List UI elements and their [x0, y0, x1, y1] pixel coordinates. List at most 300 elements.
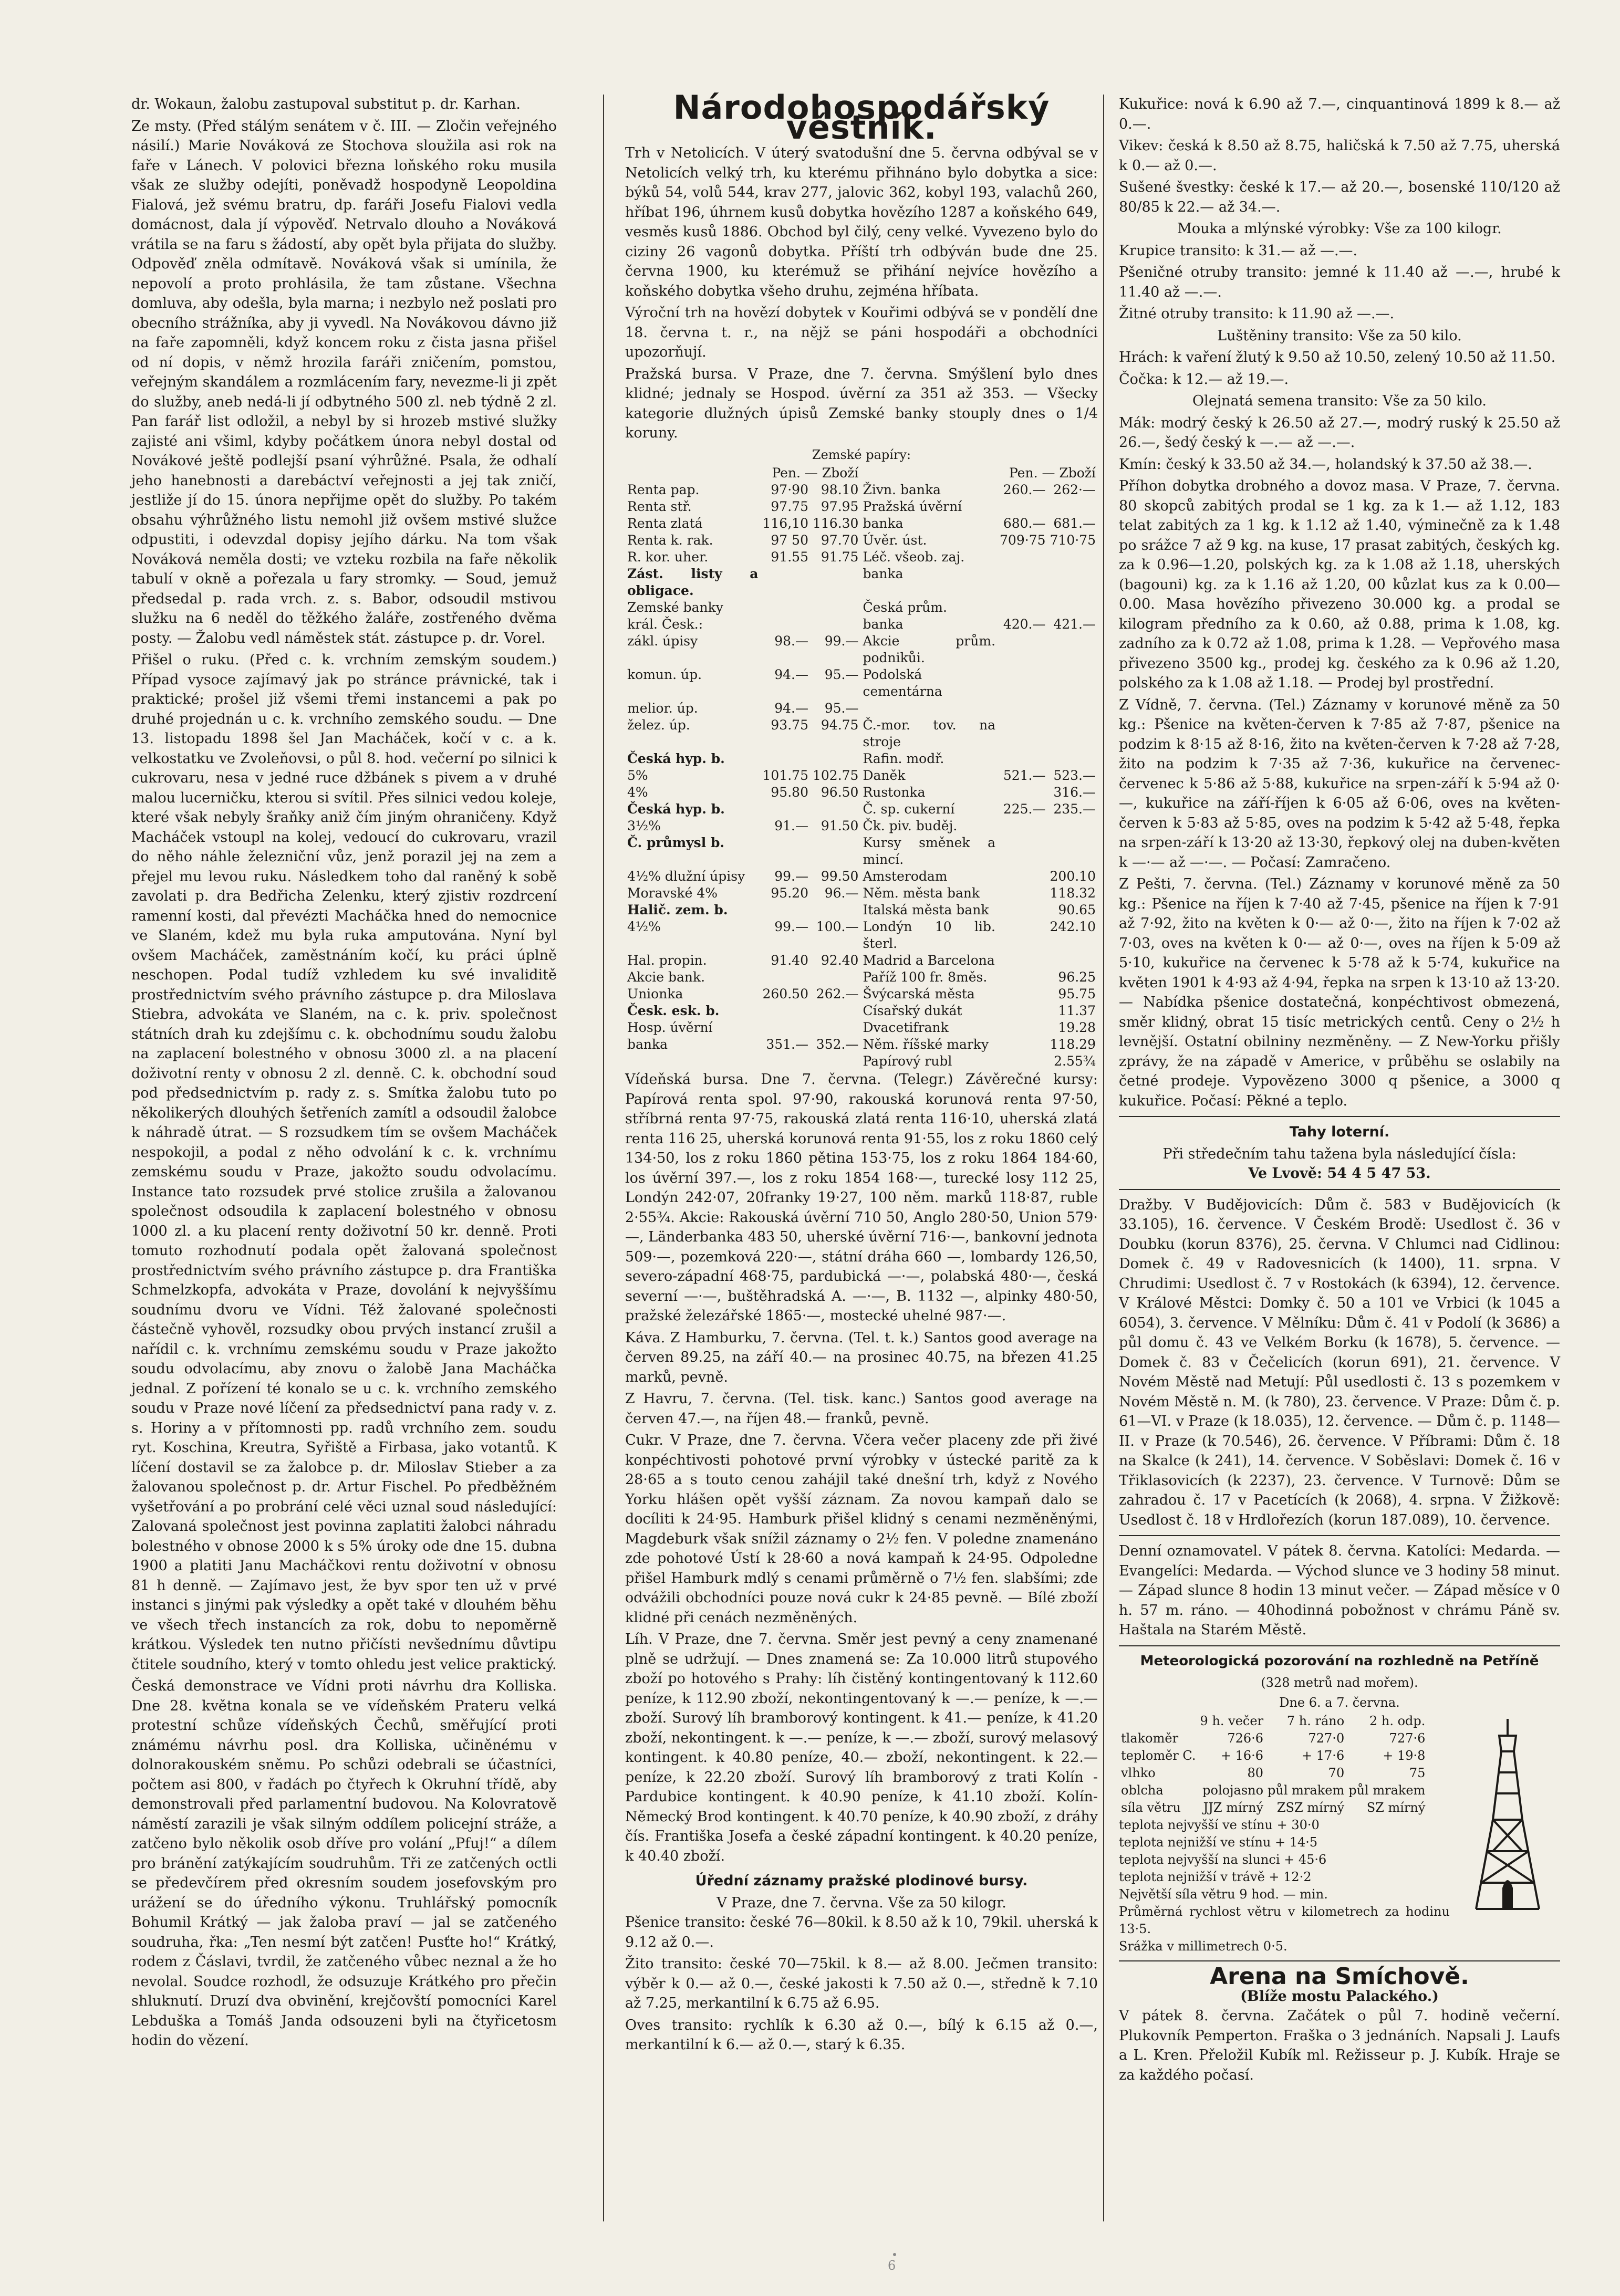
bourse-cell	[1048, 666, 1098, 700]
weather-cell: polojasno	[1202, 1783, 1264, 1798]
bourse-cell: 95.—	[824, 701, 859, 716]
bourse-row	[625, 868, 1098, 885]
bourse-cell: 99.50	[821, 869, 859, 884]
bourse-cell: Renta pap.	[627, 482, 700, 497]
bourse-cell: 3½%	[627, 818, 661, 833]
bourse-row	[625, 566, 1098, 599]
bourse-cell: 91.50	[821, 818, 859, 833]
bourse-row	[625, 885, 1098, 902]
bourse-cell: 99.—	[774, 919, 808, 934]
article-prisel-o-ruku: Přišel o ruku. (Před c. k. vrchním zemským soudem.) Případ vysoce zajímavý jak po stránce právnické, tak i praktické; prošel již všemi třemi instancemi a pak po druhé projednán u c. k. vrchního zemského soudu. — Dne 13. listopadu 1898 šel Jan Macháček, kočí v c. a k. velkostatku ve Zvoleňovsi, o půl 8. hod. večerní po silnici k cukrovaru, nesa v jedné ruce džbánek s pivem a v druhé malou lucerničku, kterou si svítil. Přes silnici vedou koleje, které však nebyly šraňky aniž čím jiným ohraničeny. Když Macháček vstoupl na kolej, vedoucí do cukrovaru, vrazil do něho náhle železniční vůz, jenž porazil jej na zem a přejel mu levou ruku. Následkem toho dal raněný k sobě zavolati p. dra Bedřicha Zelenku, který zjistiv rozdrcení ramenní kosti, dal převézti Macháčka hned do nemocnice ve Slaném, kdež mu byla ruka amputována. Nyní byl ovšem Macháček, zaměstnáním kočí, ku práci úplně neschopen. Podal tudíž vzhledem ku své invaliditě prostřednictvím svého právního zástupce p. dra Miloslava Stiebra, advokáta ve Slaném, na c. k. priv. společnost státních drah ku zdejšímu c. k. obchodnímu soudu žalobu na zaplacení bolestného v obnosu 3000 zl. a na placení doživotní renty v obnosu 2 zl. denně. C. k. obchodní soud pod předsednictvím p. rady z. s. Smítka žalobu tuto po několikerých dlouhých šetřeních zamítl a odsoudil žalobce k náhradě útrat. — S rozsudkem tím se ovšem Macháček nespokojil, a podal z něho odvolání k c. k. vrchnímu zemskému soudu v Praze, jakožto soudu odvolacímu. Instance tato rozsudek prvé stolice zrušila a žalovanou společnost odsoudila k zaplacení bolestného v obnosu 1000 zl. a ku placení renty doživotní 50 kr. denně. Proti tomuto rozhodnutí podala opět žalovaná společnost prostřednictvím svého právního zástupce p. dra Františka Schmelzkopfa, advokáta v Praze, dovolání k nejvyššímu soudnímu dvoru ve Vídni. Též žalované společnosti částečně vyhověl, rozsudky obou prvých instancí zrušil a nařídil c. k. vrchnímu zemskému soudu v Praze jakožto soudu odvolacímu, aby znovu o žalobě Jana Macháčka jednal. Z pořízení té konalo se u c. k. vrchního zemského soudu v Praze nové líčení za předsednictví pana rady v. z. s. Horiny a v přítomnosti pp. radů vrchního zem. soudu ryt. Koschina, Kreutra, Syřiště a Firbasa, jako votantů. K líčení dostavil se za žalobce p. dr. Miloslav Stieber a za žalovanou společnost p. dr. Artur Fischel. Po předběžném vyšetřování a po probrání celé věci uznal soud následující: Zalovaná společnost jest povinna zaplatiti žalobci náhradu bolestného v obnose 2000 k s 5% úroky ode dne 15. dubna 1900 a platiti Janu Macháčkovi rentu doživotní v obnosu 81 h denně. — Zajímavo jest, že byv spor ten už v prvé instanci s jinými pak výsledky a opět také v dlouhém běhu ve všech třech instancích za rok, dobu to nepoměrně krátkou. Výsledek ten nutno přičísti nevšednímu důvtipu čtitele soudního, který v tomto ohledu jest velice praktický.	[131, 652, 557, 1673]
plodiny-oves: Oves transito: rychlík k 6.30 až 0.—, bílý k 6.15 až 0.—, merkantilní k 6.— až 0.—, starý k 6.35.	[625, 2017, 1098, 2053]
weather-date: Dne 6. a 7. června.	[1279, 1695, 1400, 1710]
bourse-cell: Amsterodam	[863, 869, 948, 884]
plodiny-krupice: Krupice transito: k 31.— až —.—.	[1119, 242, 1358, 259]
bourse-row	[625, 818, 1098, 834]
bourse-cell	[1048, 750, 1098, 767]
bourse-cell: 118.29	[1050, 1037, 1096, 1052]
weather-cell: půl mrakem	[1268, 1783, 1345, 1798]
bourse-cell: Úvěr. úst.	[863, 533, 927, 548]
bourse-cell: 118.32	[1050, 885, 1096, 901]
bourse-cell: 92.40	[821, 953, 859, 968]
bourse-cell	[811, 599, 860, 616]
bourse-cell: Hal. propin.	[627, 953, 707, 968]
bourse-cell	[811, 1003, 860, 1019]
bourse-cell: 91.55	[771, 549, 808, 565]
plodiny-olejnata: Olejnatá semena transito: Vše za 50 kilo.	[1192, 393, 1487, 409]
bourse-col-header: Pen. — Zboží	[772, 465, 859, 481]
bourse-cell: 95.75	[1058, 986, 1096, 1001]
bourse-cell: Česká prům.	[863, 600, 947, 615]
bourse-cell: 421.—	[1053, 617, 1096, 632]
column-right	[1119, 95, 1560, 2087]
bourse-heading: Zemské papíry:	[812, 447, 911, 462]
bourse-cell: Zást. listy a obligace.	[627, 566, 759, 598]
bourse-cell: 116,10	[762, 516, 808, 531]
bourse-cell: 94.75	[821, 717, 859, 733]
bourse-cell	[998, 1003, 1047, 1019]
bourse-cell	[761, 750, 811, 767]
bourse-cell	[998, 834, 1047, 868]
bourse-cell	[998, 633, 1047, 666]
bourse-cell: 97.70	[821, 533, 859, 548]
weather-cell: JJZ mírný	[1203, 1800, 1264, 1815]
bourse-cell	[811, 750, 860, 767]
plodiny-mak: Mák: modrý český k 26.50 až 27.—, modrý ruský k 25.50 až 26.—, šedý český k —.— až —.—.	[1119, 414, 1560, 451]
auctions: Dražby. V Budějovicích: Dům č. 583 v Budějovicích (k 33.105), 16. července. V Českém Brodě: Usedlost č. 36 v Doubku (korun 8376), 25. června. V Chlumci nad Cidlinou: Domek č. 49 v Radovesnicích (k 1400), 11. srpna. V Chrudimi: Usedlost č. 7 v Rostokách (k 6394), 12. července. V Králové Městci: Domky č. 50 a 101 ve Vrbici (k 1045 a 6054), 3. července. V Mělníku: Dům č. 41 v Podolí (k 3686) a půl domu č. 43 ve Velkém Borku (k 1678), 5. července. — Domek č. 83 v Čečelicích (korun 691), 21. července. V Novém Městě nad Metují: Půl usedlosti č. 13 s pozemkem v Novém Městě n. M. (k 780), 23. července. V Praze: Dům č. p. 61—VI. v Praze (k 18.035), 12. července. — Dům č. p. 1148—II. v Praze (k 70.546), 26. července. V Příbrami: Dům č. 18 na Skalce (k 241), 14. července. V Soběslavi: Domek č. 16 v Třiklasovicích (k 2237), 23. července. V Turnově: Dům se zahradou č. 17 v Pacetících (k 2068), 4. srpna. V Žižkově: Usedlost č. 18 v Hrdlořezích (korun 187.089), 10. července.	[1119, 1196, 1560, 1528]
bourse-cell	[761, 801, 811, 818]
article-trh-netolice: Trh v Netolicích. V úterý svatodušní dne 5. června odbýval se v Netolicích velký trh, ku kterému přihnáno bylo dobytka a sice: býků 54, volů 544, krav 277, jalovic 362, kobyl 193, valachů 260, hříbat 196, úhrnem kusů dobytka hovězího 1287 a koňského 649, vesměs kusů 1886. Obchod byl čilý, ceny velké. Vyvezeno bylo do ciziny 26 vagonů dobytka. Příští trh odbýván bude dne 25. června 1900, ku kterémuž se přihání nejvíce hovězího a koňského dobytka všeho druhu, zejména hříbata.	[625, 145, 1098, 299]
bourse-cell: želez. úp.	[627, 717, 690, 733]
bourse-cell	[998, 919, 1047, 952]
bourse-cell: Kursy směnek a mincí.	[863, 835, 996, 867]
page-number: 6	[888, 2258, 896, 2273]
bourse-cell	[998, 969, 1047, 986]
weather-cell: + 16·6	[1220, 1748, 1264, 1763]
lottery-text: Při středečním tahu tažena byla následující čísla:	[1162, 1145, 1517, 1162]
bourse-cell: 95.—	[824, 667, 859, 682]
divider	[1119, 1645, 1560, 1646]
weather-col-header: 7 h. ráno	[1286, 1714, 1345, 1728]
weather-table	[1119, 1713, 1427, 1817]
plodiny-svestky: Sušené švestky: české k 17.— až 20.—, bosenské 110/120 až 80/85 k 22.— až 34.—.	[1119, 179, 1560, 215]
bourse-cell	[811, 1019, 860, 1036]
bourse-cell: 11.37	[1058, 1003, 1096, 1018]
weather-cell: SZ mírný	[1366, 1800, 1426, 1815]
bourse-cell	[1048, 549, 1098, 566]
bourse-cell	[761, 566, 811, 599]
bourse-row	[625, 666, 1098, 700]
petrin-tower-illustration	[1455, 1715, 1560, 1914]
bourse-cell	[1048, 599, 1098, 616]
bourse-cell: Italská města bank	[863, 902, 989, 917]
bourse-row	[625, 599, 1098, 616]
bourse-cell	[811, 969, 860, 986]
bourse-cell: 709·75	[1000, 533, 1046, 548]
article-z-pesti: Z Pešti, 7. června. (Tel.) Záznamy v korunové měně za 50 kg.: Pšenice na říjen k 7·40 až 7·45, pšenice na říjen k 7·91 až 7·92, žito na květen k 0·— až 0·—, žito na říjen k 7·02 až 7·03, oves na květen k 0·— až 0·—, oves na říjen k 5·09 až 5·10, kukuřice na červenec k 5·78 až k 5·74, kukuřice na květen 1901 k 4·93 až 4·94, řepka na srpen k 13·10 až 13·20. — Nabídka pšenice dostatečná, konpéchtivost obmezená, směr klidný, obrat 15 tisíc metrických centů. Ceny o 2½ h levnější. Ostatní obilniny nezměněny. — Z New-Yorku přišly zprávy, že na západě v Americe, v průběhu se oslabily na četné prodeje. Vypovězeno 3000 q pšenice, a 3000 q kukuřice. Počasí: Pěkné a teplo.	[1119, 876, 1560, 1109]
bourse-cell: Č. průmysl b.	[627, 835, 725, 850]
weather-cell: 727·6	[1389, 1731, 1426, 1746]
weather-cell: 75	[1409, 1766, 1426, 1780]
bourse-cell	[998, 599, 1047, 616]
bourse-cell	[1048, 633, 1098, 666]
bourse-row	[625, 1036, 1098, 1053]
bourse-row	[625, 498, 1098, 515]
weather-cell: oblcha	[1121, 1783, 1164, 1798]
bourse-col-header: Pen. — Zboží	[1009, 465, 1096, 481]
bourse-cell: 91.75	[821, 549, 859, 565]
bourse-cell	[998, 952, 1047, 969]
bourse-cell: 99.—	[774, 869, 808, 884]
weather-cell: 727·0	[1308, 1731, 1345, 1746]
bourse-cell: 316.—	[1053, 785, 1096, 800]
bourse-cell: 521.—	[1003, 768, 1046, 783]
article-ceska-demonstrace: Česká demonstrace ve Vídni proti návrhu dra Kolliska. Dne 28. května konala se ve vídeňském Prateru velká protestní schůze vídeňských Čechů, směřující proti známému návrhu posl. dra Kolliska, učiněnému v dolnorakouském sněmu. Po schůzi odebrali se účastníci, počtem asi 800, v řadách po čtyřech k Okruhní třídě, aby demonstrovali před parlamentní budovou. Na Kolovratově náměstí zarazili je však silným oddílem policejní stráže, a zatčeno bylo několik osob dříve pro volání „Pfuj!“ a dílem pro bránění zatýkajícím soudruhům. Tři ze zatčených octli se předevčírem před okresním soudem josefovským pro urážení se do úředního výkonu. Truhlářský pomocník Bohumil Krátký — jak žaloba praví — jal se zatčeného soudruha, řka: „Ten nesmí být zatčen! Pusťte ho!“ Krátký, rodem z Čáslavi, tvrdil, že zatčeného vůbec neznal a že ho nevolal. Soudce rozhodl, že odsuzuje Krátkého pro přečin shluknutí. Druzí dva obvinění, krejčovští pomocníci Karel Lebduška a Tomáš Janda odsouzeni byli na čtyřicetosm hodin do vězení.	[131, 1678, 557, 2049]
bourse-row	[625, 969, 1098, 986]
bourse-cell	[811, 801, 860, 818]
bourse-cell: 94.—	[774, 667, 808, 682]
bourse-cell: 97·90	[771, 482, 808, 497]
bourse-cell	[625, 1053, 761, 1070]
weather-table-body	[1119, 1730, 1427, 1817]
bourse-row	[625, 834, 1098, 868]
bourse-cell	[761, 599, 811, 616]
bourse-cell: Londýn 10 lib. šterl.	[863, 919, 996, 951]
article-vyrocni-trh: Výroční trh na hovězí dobytek v Kouřimi odbývá se v pondělí dne 18. června t. r., na nějž se páni hospodáři a obchodníci upozorňují.	[625, 305, 1098, 360]
bourse-row	[625, 952, 1098, 969]
arena-programme: V pátek 8. června. Začátek o půl 7. hodině večerní. Plukovník Pemperton. Fraška o 3 jednáních. Napsali J. Laufs a L. Kren. Přeložil Kubík ml. Režisseur p. J. Kubík. Hraje se za každého počasí.	[1119, 2008, 1560, 2083]
bourse-row	[625, 1053, 1098, 1070]
bourse-cell	[998, 902, 1047, 919]
lottery-title: Tahy loterní.	[1289, 1124, 1390, 1140]
bourse-cell: 96.25	[1058, 969, 1096, 985]
bourse-cell	[811, 834, 860, 868]
plodiny-otruby: Pšeničné otruby transito: jemné k 11.40 až —.—, hrubé k 11.40 až —.—.	[1119, 264, 1560, 300]
bourse-row	[625, 801, 1098, 818]
bourse-cell	[761, 1019, 811, 1036]
plodiny-cocka: Čočka: k 12.— až 19.—.	[1119, 371, 1289, 388]
bourse-cell	[998, 498, 1047, 515]
bourse-cell	[761, 616, 811, 633]
bourse-row	[625, 1019, 1098, 1036]
bourse-cell: 95.20	[771, 885, 808, 901]
bourse-cell: 523.—	[1053, 768, 1096, 783]
weather-cell: vlhko	[1121, 1766, 1156, 1780]
weather-cell: půl mrakem	[1348, 1783, 1426, 1798]
plodinova-bursa-title: Úřední záznamy pražské plodinové bursy.	[695, 1873, 1028, 1889]
article-videnska-bursa: Vídeňská bursa. Dne 7. června. (Telegr.) Závěrečné kursy: Papírová renta spol. 97·90, rakouská korunová renta 97·50, stříbrná renta 97·75, rakouská zlatá renta 116·10, uherská zlatá renta 116 25, uherská korunová renta 91·55, los z roku 1860 celý 134·50, los z roku 1860 pětina 153·75, los z roku 1864 184·60, los úvěrní 397.—, los z roku 1854 168·—, turecké losy 112 25, Londýn 242·07, 20franky 19·27, 100 něm. marků 118·87, ruble 2·55¾. Akcie: Rakouská úvěrní 710 50, Anglo 280·50, Union 579·—, Länderbanka 483 50, uherské úvěrní 716·—, bankovní jednota 509·—, pozemková 220·—, státní dráha 660 —, lombardy 126,50, severo-západní 468·75, pardubická —·—, polabská 480·—, česká severní —·—, buštěhradská A. —·—, B. 1132 —, alpinky 480·50, pražské železářské 1865·—, mostecké uhelné 987·—.	[625, 1071, 1098, 1324]
weather-cell: síla větru	[1121, 1800, 1181, 1815]
bourse-cell	[998, 784, 1047, 801]
bourse-cell	[998, 566, 1047, 599]
bourse-cell: 262·—	[1053, 482, 1096, 497]
plodiny-zito: Žito transito: české 70—75kil. k 8.— až 8.00. Ječmen transito: výběr k 0.— až 0.—, české jakosti k 7.50 až 0.—, středně k 7.10 až 7.25, merkantilní k 6.75 až 6.95.	[625, 1956, 1098, 2011]
bourse-cell: melior. úp.	[627, 701, 698, 716]
weather-row	[1119, 1747, 1427, 1765]
weather-cell: 80	[1247, 1766, 1264, 1780]
bourse-row	[625, 750, 1098, 767]
bourse-cell: 5%	[627, 768, 648, 783]
weather-extra-line: Srážka v millimetrech 0·5.	[1119, 1939, 1287, 1954]
bourse-cell	[998, 666, 1047, 700]
divider	[1119, 1960, 1560, 1961]
bourse-cell: Moravské 4%	[627, 885, 718, 901]
weather-col-header: 2 h. odp.	[1369, 1714, 1426, 1728]
weather-cell: 726·6	[1227, 1731, 1264, 1746]
plodiny-kukurice: Kukuřice: nová k 6.90 až 7.—, cinquantinová 1899 k 8.— až 0.—.	[1119, 96, 1560, 132]
bourse-cell: Zemské banky	[627, 600, 723, 615]
article-prazska-bursa: Pražská bursa. V Praze, dne 7. června. Smýšlení bylo dnes klidné; jednaly se Hospod. úvěrní za 351 až 353. — Všecky kategorie dlužných úpisů Zemské banky stouply dnes o 1/4 koruny.	[625, 366, 1098, 441]
bourse-cell: komun. úp.	[627, 667, 702, 682]
plodiny-lusteniny: Luštěniny transito: Vše za 50 kilo.	[1217, 327, 1462, 344]
column-middle	[625, 88, 1098, 2057]
article-havr: Z Havru, 7. června. (Tel. tisk. kanc.) Santos good average na červen 47.—, na říjen 48.— franků, pevně.	[625, 1391, 1098, 1427]
bourse-row	[625, 616, 1098, 633]
bourse-cell	[998, 818, 1047, 834]
bourse-cell: Čk. piv. buděj.	[863, 818, 958, 833]
bourse-cell: 95.80	[771, 785, 808, 800]
lottery-numbers: Ve Lvově: 54 4 5 47 53.	[1248, 1165, 1431, 1182]
bourse-cell: 100.—	[816, 919, 859, 934]
article-kava: Káva. Z Hamburku, 7. června. (Tel. t. k.) Santos good average na červen 89.25, na září 40.— na prosinec 40.75, na březen 41.25 marků, pevně.	[625, 1329, 1098, 1385]
bourse-row	[625, 549, 1098, 566]
bourse-cell: Č. sp. cukerní	[863, 801, 955, 817]
bourse-row	[625, 717, 1098, 750]
bourse-cell: Dvacetifrank	[863, 1020, 949, 1035]
bourse-cell: 420.—	[1003, 617, 1046, 632]
bourse-cell	[998, 885, 1047, 902]
bourse-cell	[1048, 834, 1098, 868]
bourse-cell	[998, 1019, 1047, 1036]
bourse-cell: 235.—	[1053, 801, 1096, 817]
bourse-row	[625, 784, 1098, 801]
bourse-cell: 93.75	[771, 717, 808, 733]
bourse-cell	[860, 700, 998, 717]
bourse-cell: 680.—	[1003, 516, 1046, 531]
bourse-cell	[998, 549, 1047, 566]
bourse-cell: 102.75	[812, 768, 859, 783]
bourse-cell: Česká hyp. b.	[627, 751, 725, 766]
divider	[1119, 1116, 1560, 1117]
weather-cell: ZSZ mírný	[1276, 1800, 1345, 1815]
plodiny-psenice: Pšenice transito: české 76—80kil. k 8.50 až k 10, 79kil. uherská k 9.12 až 0.—.	[625, 1914, 1098, 1950]
bourse-cell	[1048, 717, 1098, 750]
bourse-cell: Daněk	[863, 768, 906, 783]
bourse-row	[625, 700, 1098, 717]
bourse-cell: Česk. esk. b.	[627, 1003, 720, 1018]
bourse-cell	[998, 986, 1047, 1003]
weather-subtitle: (328 metrů nad mořem).	[1261, 1675, 1418, 1690]
bourse-table-body	[625, 482, 1098, 1070]
bourse-row	[625, 482, 1098, 498]
bourse-cell	[1048, 566, 1098, 599]
bourse-cell: banka	[863, 516, 904, 531]
bourse-cell: Něm. říšské marky	[863, 1037, 989, 1052]
bourse-cell	[761, 902, 811, 919]
bourse-cell: 101.75	[762, 768, 808, 783]
bourse-cell: Unionka	[627, 986, 683, 1001]
arena-title: Arena na Smíchově.	[1210, 1963, 1469, 1990]
bourse-cell: banka	[627, 1037, 668, 1052]
plodiny-mouka: Mouka a mlýnské výrobky: Vše za 100 kilogr.	[1177, 221, 1502, 237]
bourse-cell: Halič. zem. b.	[627, 902, 728, 917]
weather-cell: + 17·6	[1302, 1748, 1345, 1763]
bourse-cell: 97.95	[821, 499, 859, 514]
weather-extra-line: Průměrná rychlost větru v kilometrech za hodinu 13·5.	[1119, 1904, 1450, 1936]
divider	[1119, 1189, 1560, 1190]
bourse-row	[625, 986, 1098, 1003]
bourse-cell	[811, 902, 860, 919]
article-cukr: Cukr. V Praze, dne 7. června. Včera večer placeny zde při živé konpéchtivosti pohotové první výrobky v ústecké paritě za k 28·65 a s touto cenou zahájil také dnešní trh, když z Nového Yorku hlášen opět vyšší záznam. Za novou kampaň dalo se docíliti k 24·95. Hamburk přišel klidný s cenami nezměněnými, Magdeburk však snížil záznamy o 2½ fen. V poledne znamenáno zde pohotové Ústí k 28·60 a nová kampaň k 24·95. Odpoledne přišel Hamburk mdlý s cenami průměrně o 7½ fen. slabšími; zde odvážili obchodníci pouze nová cukr k 24·85 pevně. — Bílé zboží klidné při cenách nezměněných.	[625, 1432, 1098, 1626]
bourse-row	[625, 633, 1098, 666]
bourse-cell: 91.40	[771, 953, 808, 968]
bourse-cell: Rustonka	[863, 785, 926, 800]
column-divider	[1103, 95, 1104, 2221]
bourse-row	[625, 1003, 1098, 1019]
bourse-cell: Císařský dukát	[863, 1003, 962, 1018]
bourse-table	[625, 465, 1098, 1070]
bourse-cell: Pražská úvěrní	[863, 499, 962, 514]
section-title: Národohospodářský věstník.	[673, 88, 1050, 147]
weather-extra-line: teplota nejnižší v trávě + 12·2	[1119, 1870, 1312, 1884]
weather-row	[1119, 1799, 1427, 1817]
bourse-cell: 96.50	[821, 785, 859, 800]
bourse-cell: Akcie prům. podnikůi.	[863, 633, 996, 665]
bourse-cell: R. kor. uher.	[627, 549, 709, 565]
weather-extra-line: teplota nejnižší ve stínu + 14·5	[1119, 1835, 1318, 1850]
bourse-cell: Rafin. modř.	[863, 751, 944, 766]
bourse-cell: Podolská cementárna	[863, 667, 942, 699]
bourse-cell: 4½% dlužní úpisy	[627, 869, 745, 884]
bourse-row	[625, 767, 1098, 784]
bourse-cell: Česká hyp. b.	[627, 801, 725, 817]
arena-subtitle: (Blíže mostu Palackého.)	[1240, 1988, 1439, 2005]
article-lih: Líh. V Praze, dne 7. června. Směr jest pevný a ceny znamenané plně se udržují. — Dnes znamená se: Za 10.000 litrů stupového zboží po hotového s Prahy: líh čistěný kontingentovaný k 112.60 peníze, k 112.90 zboží, nekontingentovaný k —.— peníze, k —.— zboží. Surový líh bramborový kontingent. k 41.— peníze, k 41.20 zboží, nekontingent. k —.— peníze, k —.— zboží, surový melasový kontingent. k 40.80 peníze, 40.— zboží, nekontingent. k 22.— peníze, k 22.20 zboží. Surový líh bramborový z trati Kolín - Pardubice kontingent. k 40.90 peníze, k 41.10 zboží. Kolín-Německý Brod kontingent. k 40.70 peníze, k 40.90 zboží, z dráhy čís. Františka Josefa a české západní kontingent. k 40.20 peníze, k 40.40 zboží.	[625, 1631, 1098, 1864]
bourse-cell	[811, 616, 860, 633]
bourse-cell	[998, 1053, 1047, 1070]
plodiny-kmin: Kmín: český k 33.50 až 34.—, holandský k 37.50 až 38.—.	[1119, 456, 1532, 473]
weather-cell: teploměr C.	[1121, 1748, 1196, 1763]
page-mark	[893, 2253, 896, 2256]
weather-extra-line: teplota nejvyšší ve stínu + 30·0	[1119, 1818, 1320, 1832]
bourse-cell: 681.—	[1053, 516, 1096, 531]
weather-row	[1119, 1782, 1427, 1799]
bourse-cell: 90.65	[1058, 902, 1096, 917]
weather-col-header: 9 h. večer	[1200, 1714, 1264, 1728]
bourse-cell: 710·75	[1050, 533, 1096, 548]
bourse-cell	[761, 1003, 811, 1019]
bourse-cell: král. Česk.:	[627, 617, 703, 632]
bourse-cell: 260.50	[762, 986, 808, 1001]
bourse-cell	[761, 834, 811, 868]
bourse-cell: 99.—	[824, 633, 859, 649]
bourse-cell: Paříž 100 fr. 8měs.	[863, 969, 988, 985]
plodiny-zitne-otruby: Žitné otruby transito: k 11.90 až —.—.	[1119, 306, 1395, 322]
weather-extra-line: Největší síla větru 9 hod. — min.	[1119, 1887, 1328, 1902]
bourse-cell	[998, 868, 1047, 885]
bourse-cell: Akcie bank.	[627, 969, 705, 985]
bourse-cell: Papírový rubl	[863, 1053, 952, 1069]
bourse-cell: Švýcarská města	[863, 986, 975, 1001]
bourse-row	[625, 919, 1098, 952]
bourse-cell: 96.—	[824, 885, 859, 901]
bourse-cell	[761, 969, 811, 986]
bourse-cell: zákl. úpisy	[627, 633, 698, 649]
weather-cell: tlakoměr	[1121, 1731, 1179, 1746]
bourse-cell: 2.55¾	[1054, 1053, 1096, 1069]
bourse-cell: 242.10	[1050, 919, 1096, 934]
bourse-cell: 97.75	[771, 499, 808, 514]
bourse-cell	[761, 1053, 811, 1070]
divider	[1119, 1535, 1560, 1536]
bourse-cell: Renta zlatá	[627, 516, 703, 531]
weather-cell: 70	[1328, 1766, 1345, 1780]
bourse-cell	[811, 566, 860, 599]
bourse-cell	[1048, 818, 1098, 834]
bourse-cell: Živn. banka	[863, 482, 941, 497]
bourse-cell: 262.—	[816, 986, 859, 1001]
article-ze-msty: Ze msty. (Před stálým senátem v č. III. — Zločin veřejného násilí.) Marie Nováková ze Stochova sloužila asi rok na faře v Lánech. V polovici března loňského roku musila však ze služby odejíti, poněvadž hospodyně Leopoldina Fialová, jež svému bratru, dp. faráři Josefu Fialovi vedla domácnost, dala jí výpověď. Netrvalo dlouho a Nováková vrátila se na faru s žádostí, aby opět byla přijata do služby. Odpověď zněla odmítavě. Nováková však si umínila, že nepovolí a proto prohlásila, že tam zůstane. Všechna domluva, aby odešla, byla marna; i nezbylo než poslati pro obecního strážníka, aby ji vyvedl. Na Novákovou dávno již na faře zapomněli, když koncem roku z čista jasna přišel od ní dopis, v němž hrozila faráři zničením, pomstou, veřejným skandálem a rozmlácením fary, nevezme-li ji zpět do služby, aneb nedá-li jí odbytného 500 zl. neb týdně 2 zl. Pan farář list odložil, a nebyl by si hrozeb mstivé služky zajisté ani všiml, kdyby počátkem února nebyl dostal od Novákové ještě podlejší psaní výhrůžné. Psala, že odhalí jeho hanebnosti a darebáctví veřejnosti a jej tak zničí, jestliže jí do 15. února nepřijme opět do služby. Po takém obsahu výhrůžného listu nemohl již ovšem mstivé služce odpustiti, i odevzdal dopisy jejího dárku. Na tom však Nováková neměla dosti; ve vzteku rozbila na faře několik tabulí v okně a pořezala u fary stromky. — Soud, jemuž předsedal p. rada vrch. z. s. Babor, odsoudil mstivou služku na 6 neděl do těžkého žaláře, zostřeného dvěma posty. — Žalobu vedl náměstek stát. zástupce p. dr. Vorel.	[131, 118, 557, 646]
plodiny-vikev: Vikev: česká k 8.50 až 8.75, haličská k 7.50 až 7.75, uherská k 0.— až 0.—.	[1119, 138, 1560, 174]
bourse-cell: 97 50	[771, 533, 808, 548]
bourse-cell	[998, 750, 1047, 767]
bourse-cell: banka	[863, 617, 904, 632]
bourse-cell	[998, 717, 1047, 750]
bourse-cell	[998, 1036, 1047, 1053]
bourse-cell: Léč. všeob. zaj.	[863, 549, 965, 565]
bourse-row	[625, 515, 1098, 532]
bourse-cell: 352.—	[816, 1037, 859, 1052]
bourse-cell: 4½%	[627, 919, 661, 934]
column-divider	[603, 95, 604, 2221]
daily-calendar: Denní oznamovatel. V pátek 8. června. Katolíci: Medarda. — Evangelíci: Medarda. — Východ slunce ve 3 hodiny 58 minut. — Západ slunce 8 hodin 13 minut večer. — Západ měsíce v 0 h. 57 m. ráno. — 40hodinná pobožnost v chrámu Páně sv. Haštala na Starém Městě.	[1119, 1543, 1560, 1638]
bourse-cell	[998, 700, 1047, 717]
bourse-cell: 19.28	[1058, 1020, 1096, 1035]
weather-title: Meteorologická pozorování na rozhledně na Petříně	[1140, 1653, 1539, 1669]
bourse-cell: 351.—	[766, 1037, 808, 1052]
bourse-cell: 116.30	[812, 516, 859, 531]
bourse-cell: 200.10	[1050, 869, 1096, 884]
bourse-cell	[1048, 498, 1098, 515]
weather-row	[1119, 1730, 1427, 1747]
bourse-cell: 4%	[627, 785, 648, 800]
plodiny-hrach: Hrách: k vaření žlutý k 9.50 až 10.50, zelený 10.50 až 11.50.	[1119, 349, 1556, 366]
bourse-cell: Madrid a Barcelona	[863, 953, 995, 968]
bourse-cell: 260.—	[1003, 482, 1046, 497]
bourse-cell: Renta k. rak.	[627, 533, 713, 548]
bourse-cell: 91.—	[774, 818, 808, 833]
bourse-cell: Renta stř.	[627, 499, 692, 514]
article-z-vidne: Z Vídně, 7. června. (Tel.) Záznamy v korunové měně za 50 kg.: Pšenice na květen-červen k 7·85 až 7·87, pšenice na podzim k 8·15 až 8·16, žito na květen-červen k 7·28 až 7·28, žito na podzim k 7·35 až 7·36, kukuřice na červenec-červenec k 5·86 až 5·88, kukuřice na srpen-září k 5·94 až 0·—, kukuřice na září-říjen k 6·05 až 6·06, oves na květen-červen k 5·83 až 5·85, oves na podzim k 5·42 až 5·48, řepka na srpen-září k 13·20 až 13·30, řepkový olej na duben-květen k —·— až —·—. — Počasí: Zamračeno.	[1119, 696, 1560, 871]
weather-extra-line: teplota nejvyšší na slunci + 45·6	[1119, 1852, 1327, 1867]
plodinova-bursa-date: V Praze, dne 7. června. Vše za 50 kilogr.	[716, 1894, 1006, 1911]
bourse-cell: Č.-mor. tov. na stroje	[863, 717, 996, 749]
bourse-row	[625, 532, 1098, 549]
weather-row	[1119, 1765, 1427, 1782]
bourse-cell: 98.—	[774, 633, 808, 649]
article-paragraph: dr. Wokaun, žalobu zastupoval substitut p. dr. Karhan.	[131, 96, 521, 112]
bourse-cell	[1048, 952, 1098, 969]
bourse-cell	[1048, 700, 1098, 717]
bourse-row	[625, 902, 1098, 919]
bourse-cell: 225.—	[1003, 801, 1046, 817]
article-prihon-dobytka: Příhon dobytka drobného a dovoz masa. V Praze, 7. června. 80 skopců zabitých prodal se 1 kg. za k 1.— až 1.12, 183 telat zabitých za 1 kg. k 1.12 až 1.40, výminečně za k 1.48 po srážce 7 až 9 kg. na kuse, 17 prasat zabitých, českých kg. za k 0.96—1.20, polských kg. za k 1.08 až 1.18, uherských (bagouni) kg. za k 1.16 až 1.20, 00 kůzlat kus za k 0.00—0.00. Masa hovězího přivezeno 30.000 kg. a prodal se kilogram předního za k 0.60, až 0.88, prima k 1.08, kg. zadního za k 0.72 až 1.08, prima k 1.28. — Vepřového masa přivezeno 3500 kg., prodej kg. českého za k 0.96 až 1.20, polského za k 1.08 až 1.18. — Prodej byl prostřední.	[1119, 478, 1560, 691]
weather-cell: + 19·8	[1383, 1748, 1426, 1763]
bourse-cell: banka	[863, 566, 904, 581]
bourse-cell: 94.—	[774, 701, 808, 716]
bourse-cell: 98.10	[821, 482, 859, 497]
bourse-cell: Něm. města bank	[863, 885, 980, 901]
